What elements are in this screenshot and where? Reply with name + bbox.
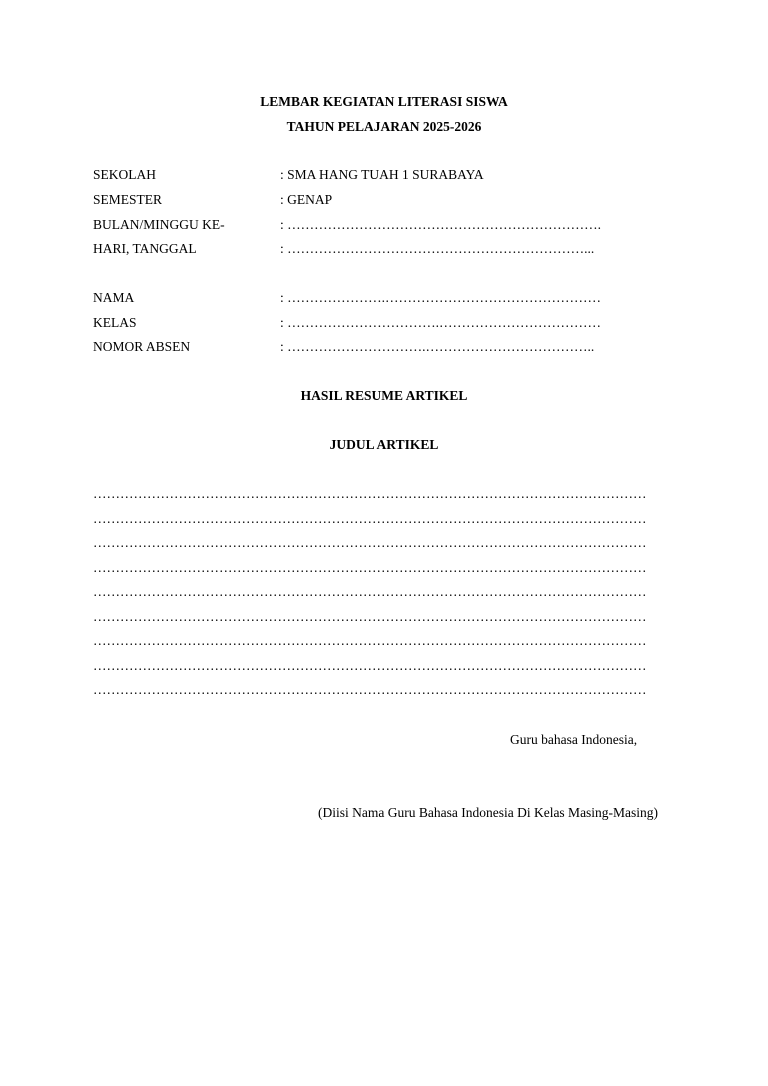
resume-section-title: HASIL RESUME ARTIKEL	[300, 388, 468, 403]
field-label: BULAN/MINGGU KE-	[93, 217, 225, 232]
field-row-name	[93, 290, 693, 308]
field-label: NOMOR ABSEN	[93, 339, 191, 354]
field-value: : ………………….…………………………………………	[280, 290, 602, 305]
field-label: HARI, TANGGAL	[93, 241, 197, 256]
teacher-role-label: Guru bahasa Indonesia,	[510, 732, 638, 747]
writing-line: ……………………………………………………………………………………………………………	[93, 682, 647, 697]
field-label: NAMA	[93, 290, 135, 305]
writing-line: ……………………………………………………………………………………………………………	[93, 511, 647, 526]
field-value: : SMA HANG TUAH 1 SURABAYA	[280, 167, 484, 182]
writing-line: ……………………………………………………………………………………………………………	[93, 486, 647, 501]
field-label: SEMESTER	[93, 192, 163, 207]
field-value: : GENAP	[280, 192, 333, 207]
writing-line: ……………………………………………………………………………………………………………	[93, 535, 647, 550]
field-row-day-date	[93, 241, 693, 259]
field-value: : ………………………….………………………………..	[280, 339, 595, 354]
field-row-absence-number	[93, 339, 693, 357]
field-row-class	[93, 315, 693, 333]
field-row-month-week	[93, 217, 693, 235]
field-value: : …………………………….………………………………	[280, 315, 602, 330]
writing-line: ……………………………………………………………………………………………………………	[93, 633, 647, 648]
field-value: : …………………………………………………………….	[280, 217, 602, 232]
academic-year-title: TAHUN PELAJARAN 2025-2026	[286, 119, 482, 134]
writing-line: ……………………………………………………………………………………………………………	[93, 609, 647, 624]
field-label: SEKOLAH	[93, 167, 156, 182]
writing-line: ……………………………………………………………………………………………………………	[93, 584, 647, 599]
writing-line: ……………………………………………………………………………………………………………	[93, 658, 647, 673]
field-row-semester	[93, 192, 693, 210]
writing-line: ……………………………………………………………………………………………………………	[93, 560, 647, 575]
worksheet-title: LEMBAR KEGIATAN LITERASI SISWA	[260, 94, 508, 109]
field-label: KELAS	[93, 315, 137, 330]
teacher-name-placeholder: (Diisi Nama Guru Bahasa Indonesia Di Kelas Masing-Masing)	[318, 805, 659, 820]
field-value: : …………………………………………………………...	[280, 241, 595, 256]
field-row-school	[93, 167, 693, 185]
article-title-heading: JUDUL ARTIKEL	[329, 437, 439, 452]
